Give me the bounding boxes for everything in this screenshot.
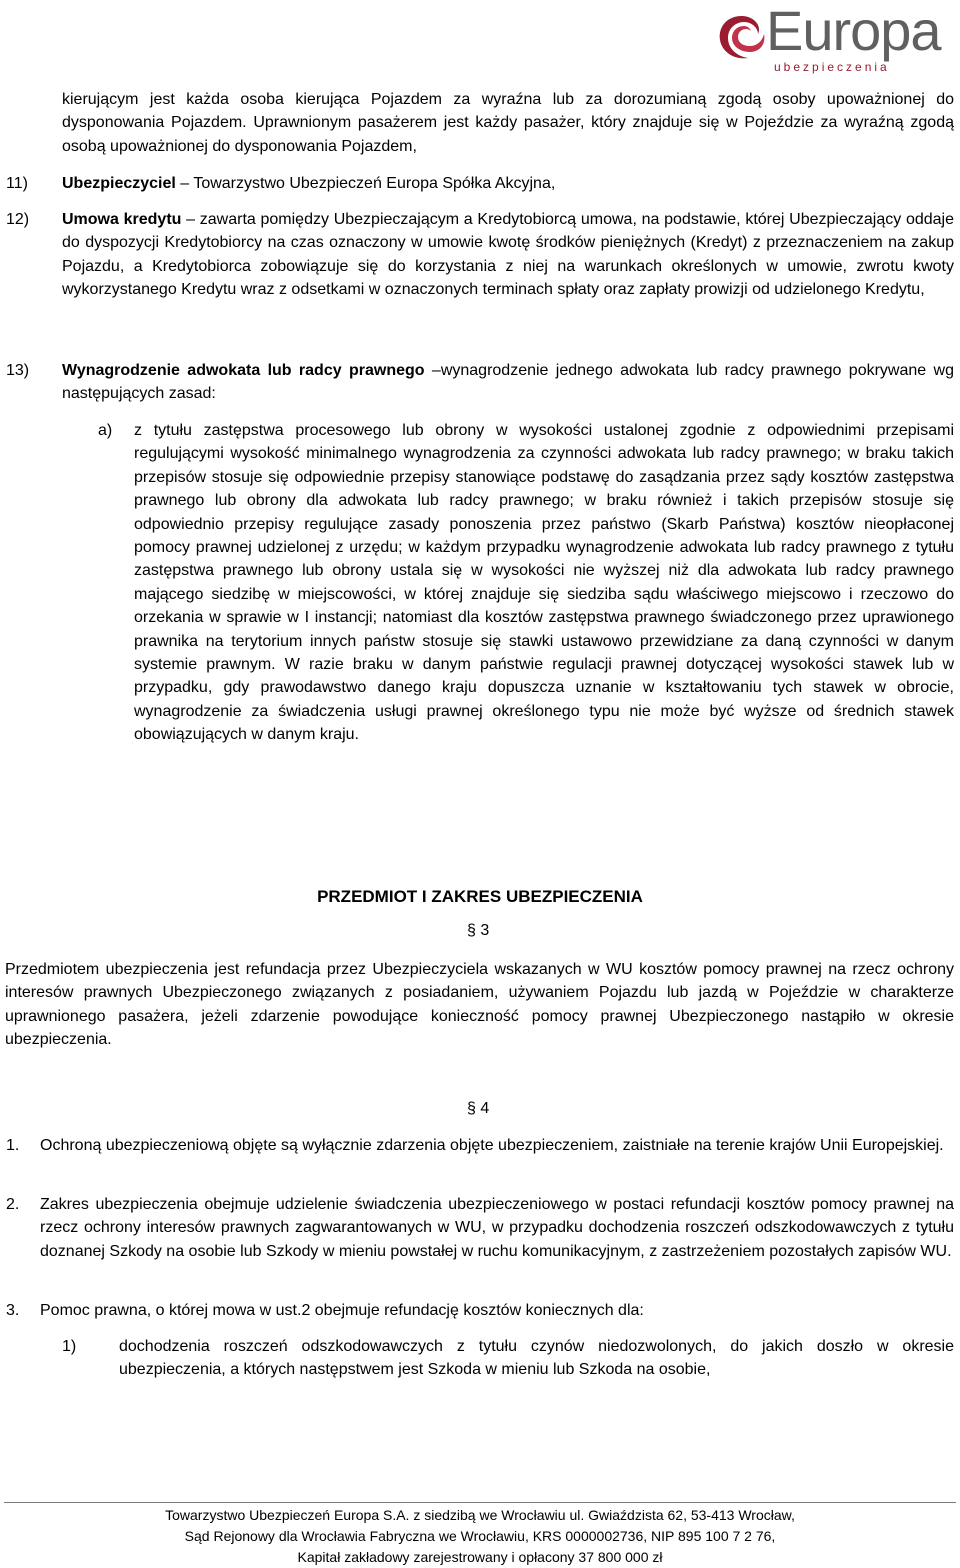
logo-swirl-icon [714, 12, 770, 68]
logo-wordmark: Europa [766, 0, 941, 62]
list-number: 2. [6, 1196, 20, 1213]
definition-number: 12) [6, 211, 30, 228]
subitem-letter: a) [98, 422, 113, 439]
logo-subtitle: ubezpieczenia [774, 60, 890, 74]
footer-line-2: Sąd Rejonowy dla Wrocławia Fabryczna we Wrocławiu, KRS 0000002736, NIP 895 100 7 2 76, [184, 1528, 776, 1544]
list-item-1: Ochroną ubezpieczeniową objęte są wyłącznie zdarzenia objęte ubezpieczeniem, zaistniałe na terenie krajów Unii Europejskiej. [40, 1137, 944, 1154]
company-logo [714, 0, 941, 76]
definition-term: Ubezpieczyciel [62, 175, 176, 192]
footer-line-3: Kapitał zakładowy zarejestrowany i opłacony 37 800 000 zł [297, 1549, 663, 1565]
definition-text: –wynagrodzenie jednego adwokata lub radcy prawnego pokrywane wg następujących zasad: [62, 362, 954, 403]
sublist-item-1: dochodzenia roszczeń odszkodowawczych z tytułu czynów niedozwolonych, do jakich doszło w okresie ubezpieczenia, a których następstwem jest Szkoda w mieniu lub Szkoda na osobie, [119, 1338, 954, 1379]
definition-number: 13) [6, 362, 30, 379]
list-number: 3. [6, 1302, 20, 1319]
definition-13 [62, 359, 954, 406]
paragraph-4-sign: § 4 [467, 1100, 490, 1117]
definition-11 [62, 172, 954, 195]
footer-divider [4, 1502, 956, 1503]
definition-text: – zawarta pomiędzy Ubezpieczającym a Kredytobiorcą umowa, na podstawie, której Ubezpieczający oddaje do dyspozycji Kredytobiorcy na czas oznaczony w umowie kwotę środków pieniężnych (Kredyt) z przeznaczeniem na zakup Pojazdu, a Kredytobiorca zobowiązuje się do korzystania z niej na warunkach określonych w umowie, zwrotu kwoty wykorzystanego Kredytu wraz z odsetkami w oznaczonych terminach spłaty oraz zapłaty prowizji od udzielonego Kredytu, [62, 211, 955, 299]
definition-13a: z tytułu zastępstwa procesowego lub obrony w wysokości ustalonej zgodnie z odpowiednimi przepisami regulującymi wysokość minimalnego wynagrodzenia za czynności adwokata lub radcy prawnego; w braku takich przepisów stosuje się odpowiednie przepisy stanowiące podstawę do zasądzania przez sądy kosztów zastępstwa prawnego lub obrony dla adwokata lub radcy prawnego; w braku również i takich przepisów stosuje się odpowiednio przepisy regulujące zasady ponoszenia przez państwo (Skarb Państwa) kosztów nieopłaconej pomocy prawnej udzielonej z urzędu; w każdym przypadku wynagrodzenie adwokata lub radcy prawnego z tytułu zastępstwa prawnego lub obrony ustala się w wysokości nie wyższej niż dla adwokata lub radcy prawnego mającego siedzibę w miejscowości, w której znajduje się siedziba sądu właściwego miejscowo i rzeczowo do orzekania w sprawie w I instancji; natomiast dla kosztów zastępstwa prawnego świadczonego przez uprawionego prawnika na terytorium innych państw stosuje się stawki ustawowo przewidziane za daną czynności w danym systemie prawnym. W razie braku w danym państwie regulacji prawnej dotyczącej wysokości stawek lub w przypadku, gdy prawodawstwo danego kraju dopuszcza uznanie w kształtowaniu tych stawek w obrocie, wynagrodzenie za świadczenia usługi prawnej określonego typu nie może być wyższe od średnich stawek obowiązujących w danym kraju. [134, 422, 954, 744]
list-item-2: Zakres ubezpieczenia obejmuje udzielenie świadczenia ubezpieczeniowego w postaci refundacji kosztów pomocy prawnej na rzecz ochrony interesów prawnych zagwarantowanych w WU, w przypadku dochodzenia roszczeń odszkodowawczych z tytułu doznanej Szkody na osobie lub Szkody w mieniu powstałej w ruchu komunikacyjnym, z zastrzeżeniem pozostałych zapisów WU. [40, 1196, 954, 1260]
definition-term: Wynagrodzenie adwokata lub radcy prawnego [62, 362, 425, 379]
definition-text: – Towarzystwo Ubezpieczeń Europa Spółka Akcyjna, [175, 175, 556, 192]
definition-12 [62, 208, 954, 302]
footer-line-1: Towarzystwo Ubezpieczeń Europa S.A. z siedzibą we Wrocławiu ul. Gwiaździsta 62, 53-413 Wrocław, [165, 1507, 795, 1523]
definition-number: 11) [6, 175, 28, 192]
section-heading: PRZEDMIOT I ZAKRES UBEZPIECZENIA [317, 887, 643, 906]
paragraph-3-sign: § 3 [467, 922, 490, 939]
page-footer [0, 1505, 960, 1568]
definition-term: Umowa kredytu [62, 211, 182, 228]
list-number: 1. [6, 1137, 20, 1154]
sublist-number: 1) [62, 1338, 77, 1355]
intro-paragraph: kierującym jest każda osoba kierująca Pojazdem za wyraźna lub za dorozumianą zgodą osoby upoważnionej do dysponowania Pojazdem. Uprawnionym pasażerem jest każdy pasażer, który znajduje się w Pojeździe za wyraźną zgodą osobą upoważnionej do dysponowania Pojazdem, [62, 91, 954, 155]
paragraph-3-text: Przedmiotem ubezpieczenia jest refundacja przez Ubezpieczyciela wskazanych w WU kosztów pomocy prawnej na rzecz ochrony interesów prawnych Ubezpieczonego związanych z posiadaniem, używaniem Pojazdu lub jazdą w Pojeździe w charakterze uprawnionego pasażera, jeżeli zdarzenie powodujące konieczność pomocy prawnej Ubezpieczonego nastąpiło w okresie ubezpieczenia. [5, 961, 954, 1049]
list-item-3: Pomoc prawna, o której mowa w ust.2 obejmuje refundację kosztów koniecznych dla: [40, 1302, 644, 1319]
